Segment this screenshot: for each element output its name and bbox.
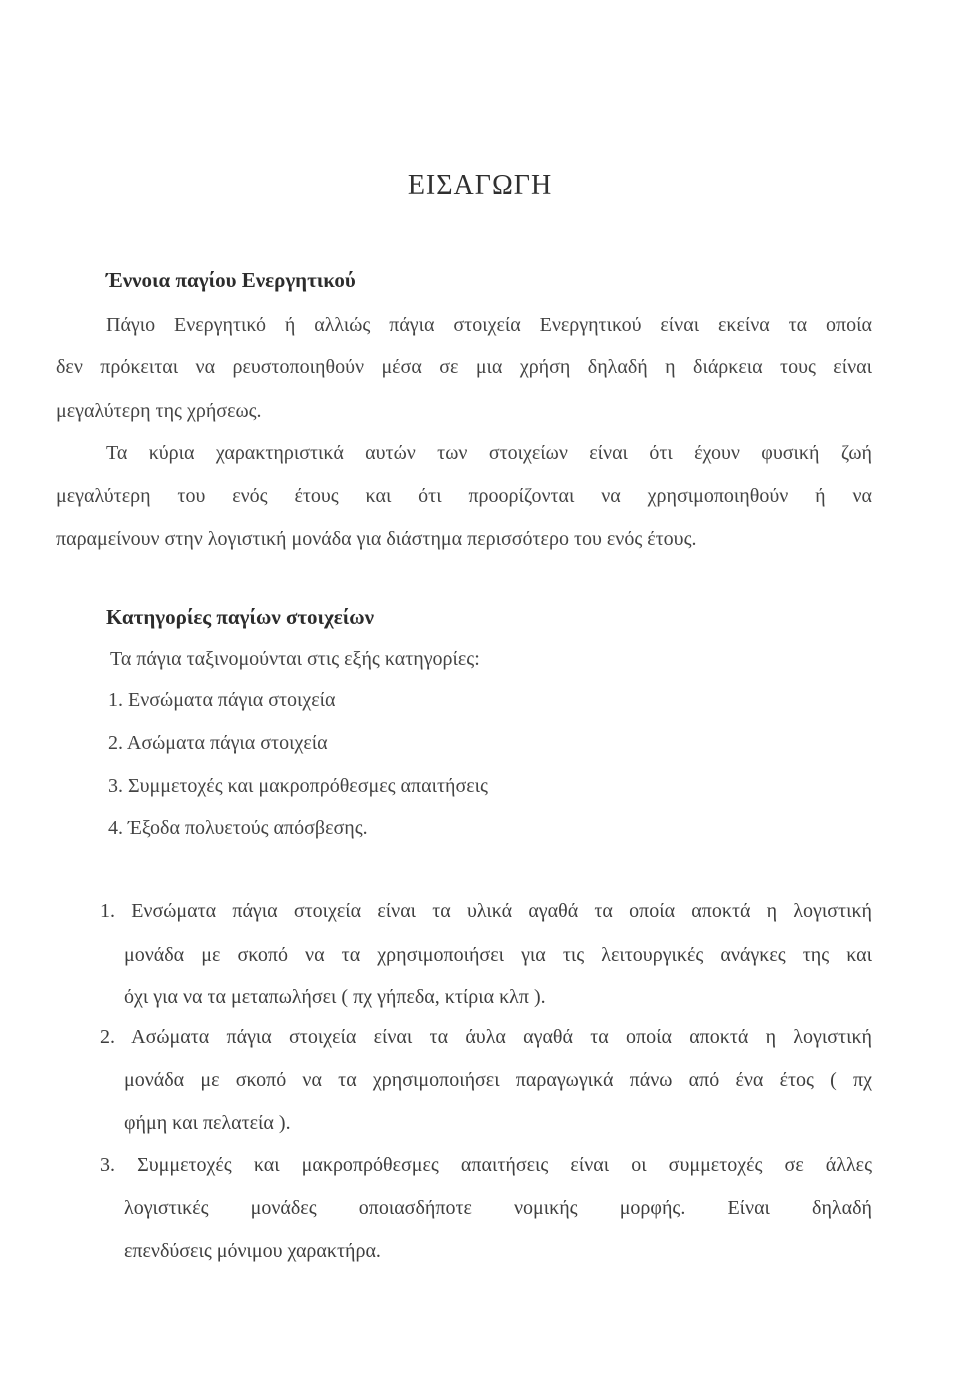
section-heading-asset-categories: Κατηγορίες παγίων στοιχείων (106, 605, 374, 629)
text-line: φήμη και πελατεία ). (124, 1112, 291, 1134)
section-heading-fixed-assets-concept: Έννοια παγίου Ενεργητικού (106, 268, 356, 292)
text-line: Τα κύρια χαρακτηριστικά αυτών των στοιχείων είναι ότι έχουν φυσική ζωή (106, 442, 872, 464)
list-item: 1. Ενσώματα πάγια στοιχεία (108, 689, 336, 711)
text-line: λογιστικές μονάδες οποιασδήποτε νομικής μορφής. Είναι δηλαδή (124, 1197, 872, 1219)
list-item: 4. Έξοδα πολυετούς απόσβεσης. (108, 817, 368, 839)
text-line: όχι για να τα μεταπωλήσει ( πχ γήπεδα, κτίρια κλπ ). (124, 986, 546, 1008)
text-line: 2. Ασώματα πάγια στοιχεία είναι τα άυλα αγαθά τα οποία αποκτά η λογιστική (100, 1026, 872, 1048)
text-line: μεγαλύτερη της χρήσεως. (56, 400, 262, 422)
page-title: ΕΙΣΑΓΩΓΗ (407, 170, 553, 201)
text-line: μονάδα με σκοπό να τα χρησιμοποιήσει παραγωγικά πάνω από ένα έτος ( πχ (124, 1069, 872, 1091)
text-line: 3. Συμμετοχές και μακροπρόθεσμες απαιτήσεις είναι οι συμμετοχές σε άλλες (100, 1154, 872, 1176)
list-item: 3. Συμμετοχές και μακροπρόθεσμες απαιτήσεις (108, 775, 488, 797)
text-line: δεν πρόκειται να ρευστοποιηθούν μέσα σε μια χρήση δηλαδή η διάρκεια τους είναι (56, 356, 872, 378)
list-item: 2. Ασώματα πάγια στοιχεία (108, 732, 328, 754)
text-line: επενδύσεις μόνιμου χαρακτήρα. (124, 1240, 381, 1262)
text-line: μονάδα με σκοπό να τα χρησιμοποιήσει για τις λειτουργικές ανάγκες της και (124, 944, 872, 966)
text-line: Πάγιο Ενεργητικό ή αλλιώς πάγια στοιχεία Ενεργητικού είναι εκείνα τα οποία (106, 314, 872, 336)
text-line: παραμείνουν στην λογιστική μονάδα για διάστημα περισσότερο του ενός έτους. (56, 528, 697, 550)
text-line: 1. Ενσώματα πάγια στοιχεία είναι τα υλικά αγαθά τα οποία αποκτά η λογιστική (100, 900, 872, 922)
text-line: μεγαλύτερη του ενός έτους και ότι προορίζονται να χρησιμοποιηθούν ή να (56, 485, 872, 507)
categories-intro: Τα πάγια ταξινομούνται στις εξής κατηγορίες: (110, 648, 480, 670)
